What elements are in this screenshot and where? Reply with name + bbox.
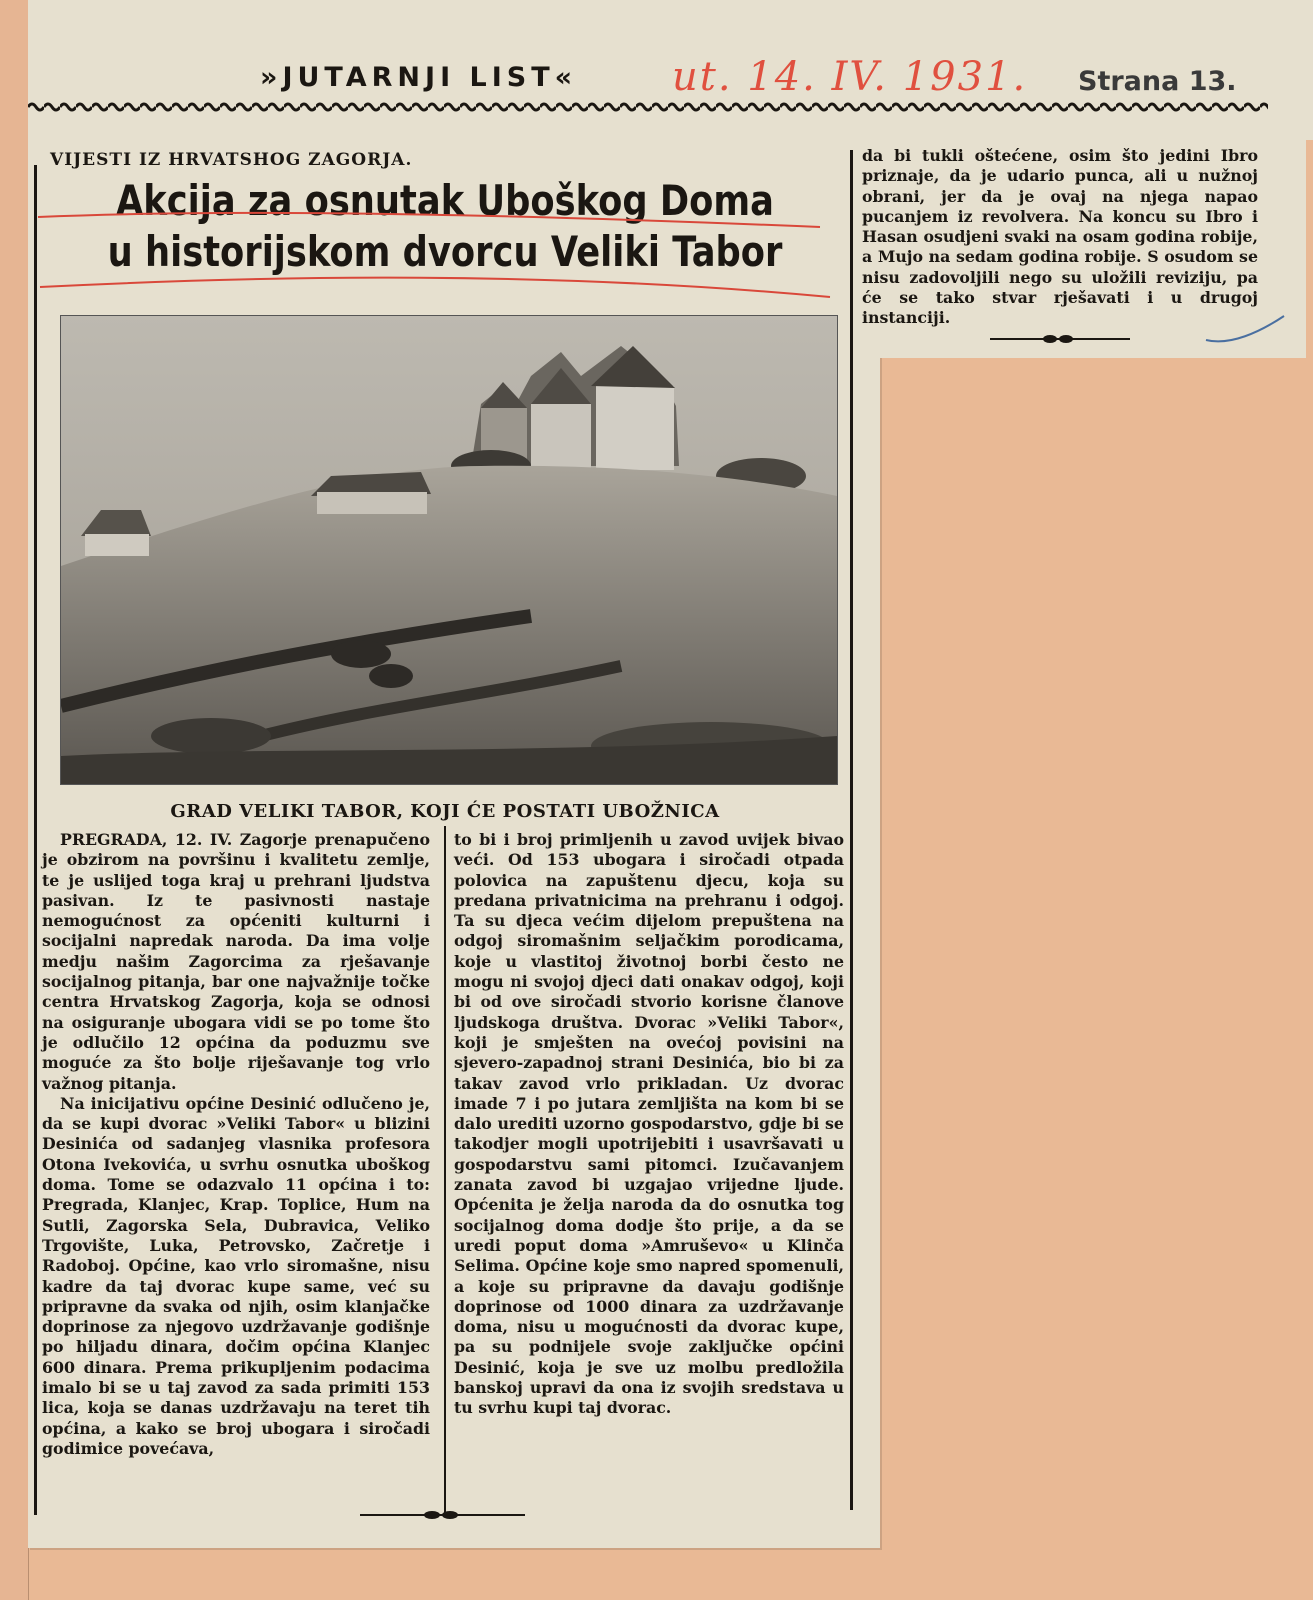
page-number: Strana 13. (1078, 66, 1237, 97)
masthead-ornament-rule (28, 100, 1268, 114)
end-ornament-bottom (360, 1510, 525, 1520)
masthead: »JUTARNJI LIST« (260, 62, 578, 93)
blue-pencil-mark (1200, 312, 1290, 352)
column-rule-middle (444, 826, 446, 1516)
photo-caption: GRAD VELIKI TABOR, KOJI ĆE POSTATI UBOŽNICA (170, 801, 720, 822)
article-paragraph: PREGRADA, 12. IV. Zagorje prenapučeno je obzirom na površinu i kvalitetu zemlje, te je uslijed toga kraj u prehrani ljudstva pasivan. Iz te pasivnosti nastaje nemogućnost za općeniti kulturni i socijalni napredak naroda. Da ima volje medju našim Zagorcima za rješavanje socijalnog pitanja, bar one najvažnije točke centra Hrvatskog Zagorja, koja se odnosi na osiguranje ubogara vidi se po tome što je odlučilo 12 općina da poduzmu sve moguće za što bolje riješavanje tog vrlo važnog pitanja. (42, 830, 430, 1093)
headline-line-2: u historijskom dvorcu Veliki Tabor (107, 227, 783, 276)
article-column-2 (454, 830, 844, 1419)
castle-photo (60, 315, 838, 785)
headline-line-1: Akcija za osnutak Uboškog Doma (115, 176, 774, 225)
section-title: VIJESTI IZ HRVATSHOG ZAGORJA. (50, 150, 413, 170)
column-rule-left (34, 165, 37, 1515)
article-paragraph: Na inicijativu općine Desinić odlučeno je, da se kupi dvorac »Veliki Tabor« u blizini Desinića od sadanjeg vlasnika profesora Otona Ivekovića, u svrhu osnutka uboškog doma. Tome se odazvalo 11 općina i to: Pregrada, Klanjec, Krap. Toplice, Hum na Sutli, Zagorska Sela, Dubravica, Veliko Trgovište, Luka, Petrovsko, Začretje i Radoboj. Općine, kao vrlo siromašne, nisu kadre da taj dvorac kupe same, već su pripravne da svaka od njih, osim klanjačke doprinose za njegovo uzdržavanje godišnje po hiljadu dinara, dočim općina Klanjec 600 dinara. Prema prikupljenim podacima imalo bi se u taj zavod za sada primiti 153 lica, koja se danas uzdržavaju na teret tih općina, a kako se broj ubogara i siročadi godimice povećava, (42, 1093, 430, 1458)
article-column-3 (862, 146, 1258, 329)
red-pencil-underline (30, 205, 840, 305)
article-paragraph: da bi tukli oštećene, osim što jedini Ibro priznaje, da je udario punca, ali u nužnoj obrani, jer da je ovaj na njega napao pucanjem iz revolvera. Na koncu su Ibro i Hasan osudjeni svaki na osam godina robije, a Mujo na sedam godina robije. S osudom se nisu zadovoljili nego su uložili reviziju, pa će se tako stvar rješavati i u drugoj instanciji. (862, 146, 1258, 328)
article-column-1 (42, 830, 430, 1459)
column-rule-right (850, 150, 853, 1510)
end-ornament-right (990, 334, 1130, 344)
page-edge (0, 0, 29, 1600)
handwritten-date-note: ut. 14. IV. 1931. (672, 54, 1028, 100)
article-paragraph: to bi i broj primljenih u zavod uvijek bivao veći. Od 153 ubogara i siročadi otpada polovica na zapuštenu djecu, koja su predana privatnicima na prehranu i odgoj. Ta su djeca većim dijelom prepuštena na odgoj siromašnim seljačkim porodicama, koje u vlastitoj životnoj borbi često ne mogu ni svojoj djeci dati onakav odgoj, koji bi od ove siročadi stvorio korisne članove ljudskoga društva. Dvorac »Veliki Tabor«, koji je smješten na ovećoj povisini na sjevero-zapadnoj strani Desinića, bio bi za takav zavod vrlo prikladan. Uz dvorac imade 7 i po jutara zemljišta na kom bi se dalo urediti uzorno gospodarstvo, gdje bi se takodjer mogli upotrijebiti i usavršavati u gospodarstvu sami pitomci. Izučavanjem zanata zavod bi uzgajao vrijedne ljude. Općenita je želja naroda da do osnutka tog socijalnog doma dodje što prije, a da se uredi poput doma »Amruševo« u Klinča Selima. Općine koje smo napred spomenuli, a koje su pripravne da davaju godišnje doprinose od 1000 dinara za uzdržavanje doma, nisu u mogućnosti da dvorac kupe, pa su podnijele svoje zaključke općini Desinić, koja je sve uz molbu predložila banskoj upravi da ona iz svojih sredstava u tu svrhu kupi taj dvorac. (454, 830, 844, 1418)
